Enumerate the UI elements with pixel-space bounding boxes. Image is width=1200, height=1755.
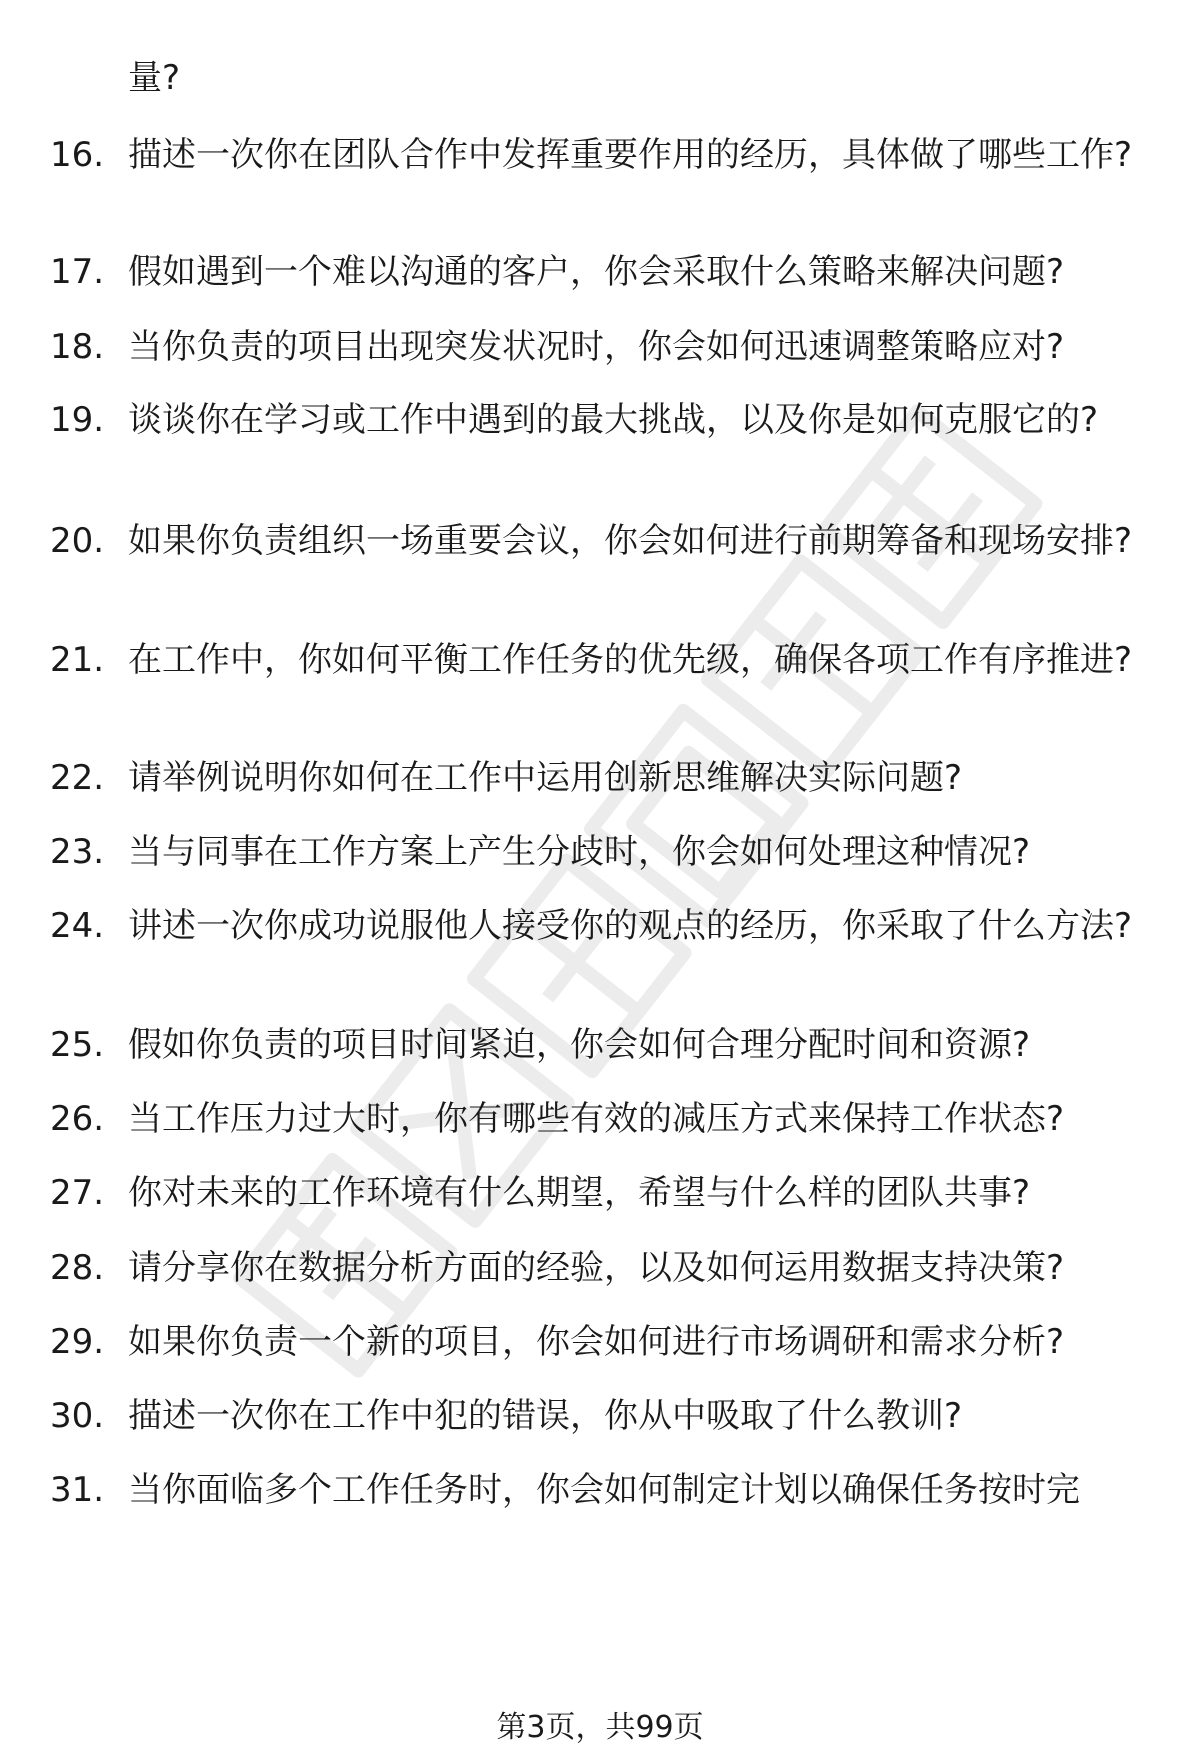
- question-number: 30.: [50, 1396, 105, 1436]
- question-item: [50, 325, 1160, 369]
- question-text: 请分享你在数据分析方面的经验，以及如何运用数据支持决策?: [128, 1248, 1065, 1288]
- question-item: [50, 904, 1160, 948]
- question-text: 描述一次你在团队合作中发挥重要作用的经历，具体做了哪些工作?: [128, 135, 1133, 175]
- question-text: 谈谈你在学习或工作中遇到的最大挑战，以及你是如何克服它的?: [128, 400, 1099, 440]
- question-number: 31.: [50, 1470, 105, 1510]
- question-number: 24.: [50, 906, 105, 946]
- question-number: 20.: [50, 521, 105, 561]
- question-number: 22.: [50, 758, 105, 798]
- question-item: [50, 519, 1160, 563]
- question-text: 描述一次你在工作中犯的错误，你从中吸取了什么教训?: [128, 1396, 963, 1436]
- question-number: 29.: [50, 1322, 105, 1362]
- question-item: [50, 830, 1160, 874]
- question-text: 如果你负责组织一场重要会议，你会如何进行前期筹备和现场安排?: [128, 521, 1133, 561]
- question-item: [50, 1171, 1160, 1215]
- question-number: 28.: [50, 1248, 105, 1288]
- question-item: [50, 638, 1160, 682]
- question-text: 你对未来的工作环境有什么期望，希望与什么样的团队共事?: [128, 1173, 1031, 1213]
- question-item: [50, 1246, 1160, 1290]
- question-item: [50, 133, 1160, 177]
- question-item: [50, 398, 1160, 442]
- question-text: 请举例说明你如何在工作中运用创新思维解决实际问题?: [128, 758, 963, 798]
- question-item: [50, 250, 1160, 294]
- question-text: 假如遇到一个难以沟通的客户，你会采取什么策略来解决问题?: [128, 252, 1065, 292]
- question-number: 16.: [50, 135, 105, 175]
- question-item: [50, 1394, 1160, 1438]
- question-text: 讲述一次你成功说服他人接受你的观点的经历，你采取了什么方法?: [128, 906, 1133, 946]
- question-text: 如果你负责一个新的项目，你会如何进行市场调研和需求分析?: [128, 1322, 1065, 1362]
- question-number: 25.: [50, 1025, 105, 1065]
- question-number: 21.: [50, 640, 105, 680]
- question-item: [50, 1468, 1160, 1512]
- question-number: 17.: [50, 252, 105, 292]
- question-text: 在工作中，你如何平衡工作任务的优先级，确保各项工作有序推进?: [128, 640, 1133, 680]
- question-text: 当与同事在工作方案上产生分歧时，你会如何处理这种情况?: [128, 832, 1031, 872]
- question-item: [50, 1097, 1160, 1141]
- question-number: 18.: [50, 327, 105, 367]
- question-text: 当你面临多个工作任务时，你会如何制定计划以确保任务按时完: [128, 1470, 1080, 1510]
- question-item: [50, 1320, 1160, 1364]
- question-number: 26.: [50, 1099, 105, 1139]
- question-text: 当工作压力过大时，你有哪些有效的减压方式来保持工作状态?: [128, 1099, 1065, 1139]
- continued-text: 量?: [128, 58, 181, 98]
- question-number: 23.: [50, 832, 105, 872]
- question-item: [50, 756, 1160, 800]
- page-number-footer: 第3页，共99页: [496, 1710, 704, 1745]
- question-number: 27.: [50, 1173, 105, 1213]
- question-item: [50, 1023, 1160, 1067]
- question-number: 19.: [50, 400, 105, 440]
- question-text: 当你负责的项目出现突发状况时，你会如何迅速调整策略应对?: [128, 327, 1065, 367]
- question-text: 假如你负责的项目时间紧迫，你会如何合理分配时间和资源?: [128, 1025, 1031, 1065]
